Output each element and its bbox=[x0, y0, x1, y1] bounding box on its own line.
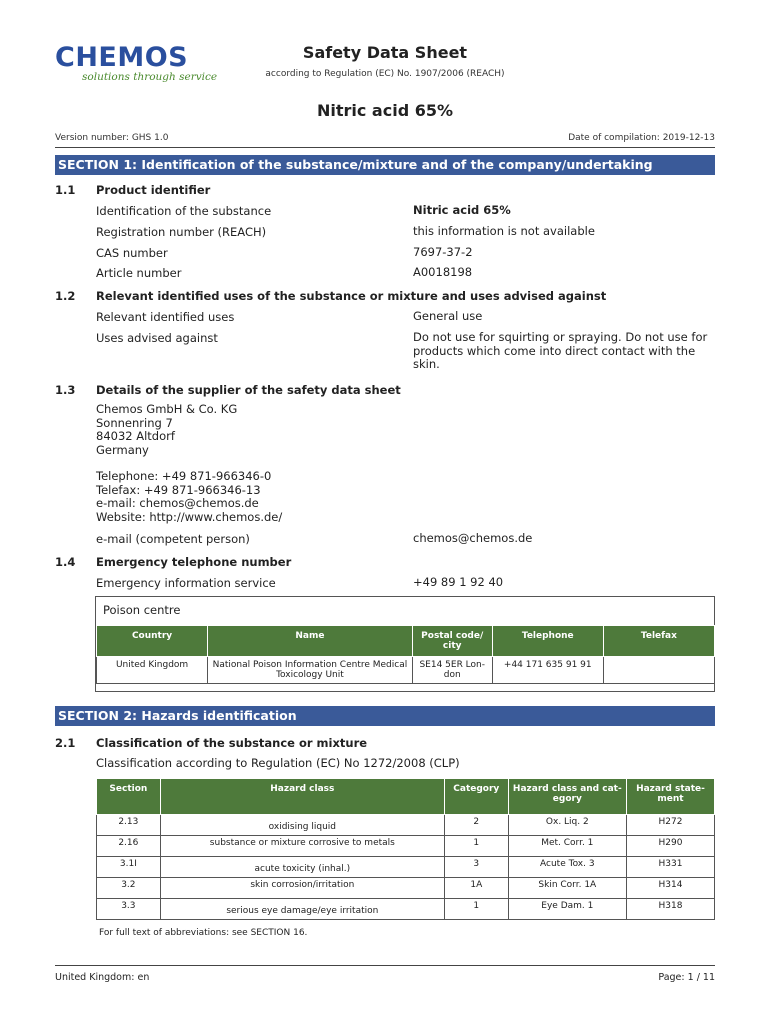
column-header: Hazard class and cat- egory bbox=[508, 779, 626, 815]
table-cell: skin corrosion/irritation bbox=[160, 878, 444, 899]
table-cell: H331 bbox=[626, 857, 714, 878]
field-value: Do not use for squirting or spraying. Do not use for products which come into direct contact with the skin. bbox=[413, 330, 708, 371]
poison-centre-title: Poison centre bbox=[103, 603, 181, 617]
footer-language: United Kingdom: en bbox=[55, 972, 150, 983]
table-cell: Eye Dam. 1 bbox=[508, 899, 626, 920]
document-title: Safety Data Sheet bbox=[302, 43, 468, 62]
logo-wordmark: CHEMOS bbox=[55, 42, 189, 73]
address-line: Sonnenring 7 bbox=[96, 415, 173, 430]
table-cell: H318 bbox=[626, 899, 714, 920]
hazard-classification-table bbox=[96, 778, 715, 920]
table-cell bbox=[603, 657, 714, 684]
table-cell: oxidising liquid bbox=[160, 815, 444, 836]
column-header: Country bbox=[97, 626, 208, 657]
table-row bbox=[97, 815, 715, 836]
table-cell: Met. Corr. 1 bbox=[508, 836, 626, 857]
table-cell: 2.13 bbox=[97, 815, 161, 836]
section-1-bar: SECTION 1: Identification of the substance/mixture and of the company/undertaking bbox=[55, 155, 715, 175]
supplier-contact bbox=[96, 470, 282, 524]
column-header: Section bbox=[97, 779, 161, 815]
contact-line: Telephone: +49 871-966346-0 bbox=[96, 469, 272, 483]
table-header-row bbox=[97, 626, 715, 657]
subsection-number: 1.3 bbox=[55, 383, 76, 397]
column-header: Telephone bbox=[492, 626, 603, 657]
subsection-heading: Details of the supplier of the safety data sheet bbox=[96, 383, 401, 397]
table-cell: +44 171 635 91 91 bbox=[492, 657, 603, 684]
table-cell: 1 bbox=[444, 899, 508, 920]
table-cell: H314 bbox=[626, 878, 714, 899]
column-header: Telefax bbox=[603, 626, 714, 657]
poison-centre-table bbox=[96, 625, 715, 684]
table-cell: 3.2 bbox=[97, 878, 161, 899]
table-cell: 1 bbox=[444, 836, 508, 857]
table-row bbox=[97, 878, 715, 899]
table-cell: 3.1I bbox=[97, 857, 161, 878]
field-value: Nitric acid 65% bbox=[413, 203, 511, 217]
version-number: Version number: GHS 1.0 bbox=[55, 133, 169, 143]
field-value: A0018198 bbox=[413, 265, 473, 279]
column-header: Category bbox=[444, 779, 508, 815]
field-label: Registration number (REACH) bbox=[96, 225, 267, 239]
footer-divider bbox=[55, 965, 715, 966]
field-label: CAS number bbox=[96, 246, 168, 260]
field-value: +49 89 1 92 40 bbox=[413, 575, 504, 589]
column-header: Hazard class bbox=[160, 779, 444, 815]
table-cell: 2.16 bbox=[97, 836, 161, 857]
field-value: chemos@chemos.de bbox=[413, 531, 533, 545]
document-subtitle: according to Regulation (EC) No. 1907/2006 (REACH) bbox=[265, 69, 505, 79]
table-cell: Skin Corr. 1A bbox=[508, 878, 626, 899]
table-header-row bbox=[97, 779, 715, 815]
contact-line: Website: http://www.chemos.de/ bbox=[96, 509, 283, 524]
table-cell: substance or mixture corrosive to metals bbox=[160, 836, 444, 857]
table-row bbox=[97, 657, 715, 684]
field-label: Identification of the substance bbox=[96, 204, 272, 218]
compilation-date: Date of compilation: 2019-12-13 bbox=[568, 133, 715, 143]
column-header: Name bbox=[208, 626, 413, 657]
table-row bbox=[97, 836, 715, 857]
subsection-number: 1.1 bbox=[55, 183, 76, 197]
table-cell: 2 bbox=[444, 815, 508, 836]
subsection-number: 1.2 bbox=[55, 289, 76, 303]
field-label: Article number bbox=[96, 266, 182, 280]
logo-tagline: solutions through service bbox=[82, 71, 218, 83]
subsection-heading: Relevant identified uses of the substance or mixture and uses advised against bbox=[96, 289, 607, 303]
table-cell: 3.3 bbox=[97, 899, 161, 920]
subsection-number: 1.4 bbox=[55, 555, 76, 569]
table-cell: acute toxicity (inhal.) bbox=[160, 857, 444, 878]
field-label: Emergency information service bbox=[96, 576, 276, 590]
header-divider bbox=[55, 147, 715, 148]
table-cell: Acute Tox. 3 bbox=[508, 857, 626, 878]
product-name: Nitric acid 65% bbox=[316, 101, 454, 120]
field-label: e-mail (competent person) bbox=[96, 532, 250, 546]
table-cell: SE14 5ER Lon- don bbox=[412, 657, 492, 684]
table-row bbox=[97, 899, 715, 920]
table-cell: 1A bbox=[444, 878, 508, 899]
address-line: 84032 Altdorf bbox=[96, 429, 175, 443]
subsection-heading: Emergency telephone number bbox=[96, 555, 292, 569]
table-cell: H290 bbox=[626, 836, 714, 857]
table-cell: United Kingdom bbox=[97, 657, 208, 684]
field-value: 7697-37-2 bbox=[413, 245, 473, 259]
table-cell: 3 bbox=[444, 857, 508, 878]
table-cell: serious eye damage/eye irritation bbox=[160, 899, 444, 920]
subsection-heading: Classification of the substance or mixture bbox=[96, 736, 368, 750]
subsection-number: 2.1 bbox=[55, 736, 76, 750]
column-header: Postal code/ city bbox=[412, 626, 492, 657]
field-value: this information is not available bbox=[413, 224, 595, 238]
table-cell: National Poison Information Centre Medical Toxicology Unit bbox=[208, 657, 413, 684]
address-line: Chemos GmbH & Co. KG bbox=[96, 402, 238, 416]
contact-line: Telefax: +49 871-966346-13 bbox=[96, 482, 261, 497]
address-line: Germany bbox=[96, 442, 149, 457]
column-header: Hazard state- ment bbox=[626, 779, 714, 815]
abbreviations-footnote: For full text of abbreviations: see SECTION 16. bbox=[99, 928, 308, 938]
section-2-bar: SECTION 2: Hazards identification bbox=[55, 706, 715, 726]
field-label: Relevant identified uses bbox=[96, 310, 235, 324]
field-label: Uses advised against bbox=[96, 331, 218, 345]
table-row bbox=[97, 857, 715, 878]
subsection-heading: Product identifier bbox=[96, 183, 211, 197]
contact-line: e-mail: chemos@chemos.de bbox=[96, 496, 259, 510]
table-cell: Ox. Liq. 2 bbox=[508, 815, 626, 836]
footer-page-number: Page: 1 / 11 bbox=[658, 972, 715, 983]
classification-subtitle: Classification according to Regulation (EC) No 1272/2008 (CLP) bbox=[96, 756, 460, 770]
field-value: General use bbox=[413, 309, 483, 323]
table-cell: H272 bbox=[626, 815, 714, 836]
supplier-address bbox=[96, 403, 237, 457]
